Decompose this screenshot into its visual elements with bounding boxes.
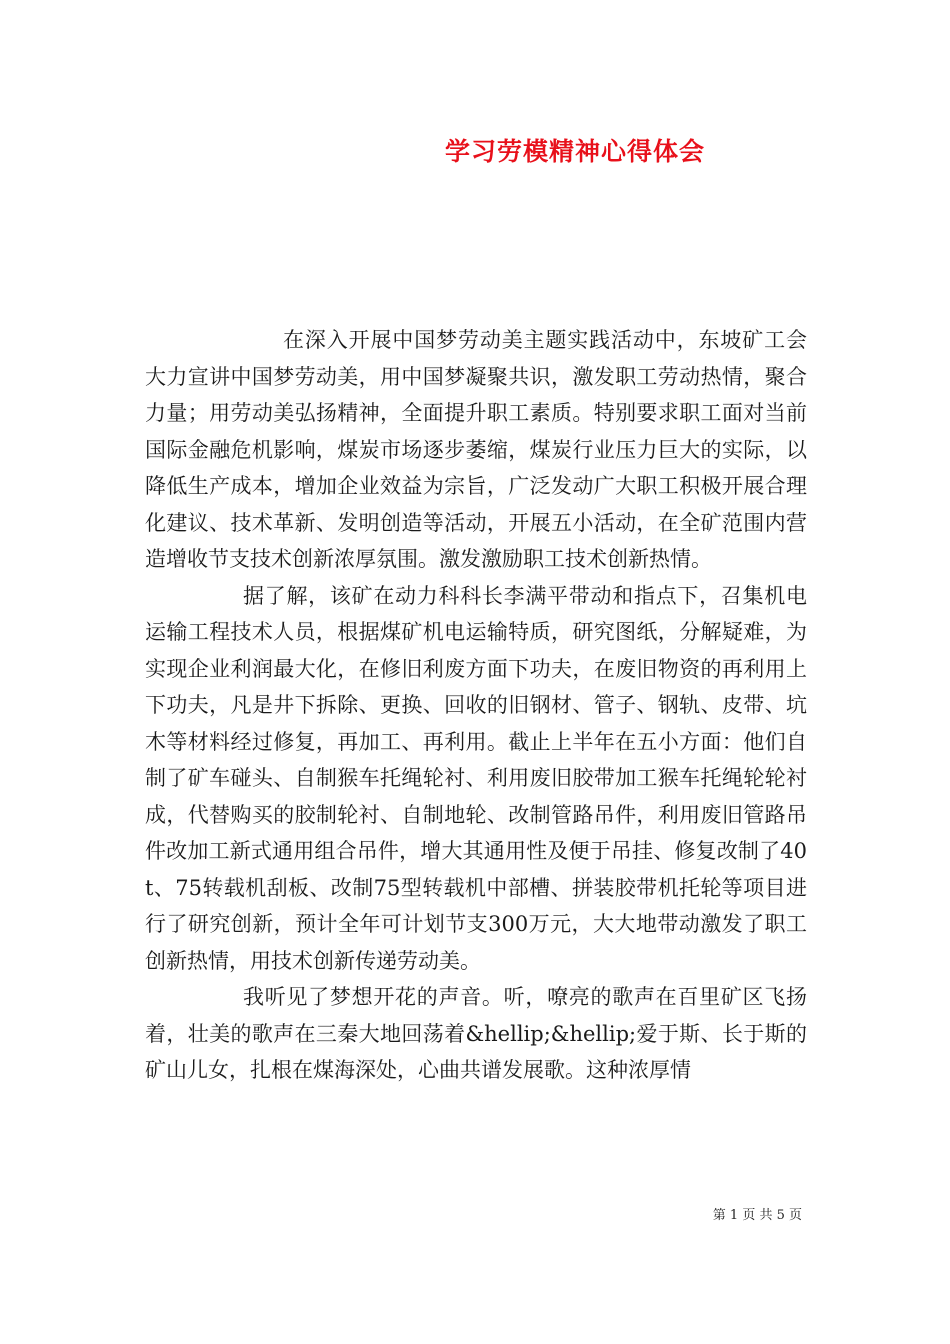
- paragraph-3: 我听见了梦想开花的声音。听，嘹亮的歌声在百里矿区飞扬着，壮美的歌声在三秦大地回荡着&hellip;&hellip;爱于斯、长于斯的矿山儿女，扎根在煤海深处，心曲共谱发展歌。这种浓厚情: [145, 985, 807, 1082]
- page-number: 第 1 页 共 5 页: [712, 1208, 802, 1223]
- document-body: [145, 322, 807, 1089]
- paragraph-2: 据了解，该矿在动力科科长李满平带动和指点下，召集机电运输工程技术人员，根据煤矿机电运输特质，研究图纸，分解疑难，为实现企业利润最大化，在修旧利废方面下功夫，在废旧物资的再利用上下功夫，凡是井下拆除、更换、回收的旧钢材、管子、钢轨、皮带、坑木等材料经过修复，再加工、再利用。截止上半年在五小方面：他们自制了矿车碰头、自制猴车托绳轮衬、利用废旧胶带加工猴车托绳轮轮衬成，代替购买的胶制轮衬、自制地轮、改制管路吊件，利用废旧管路吊件改加工新式通用组合吊件，增大其通用性及便于吊挂、修复改制了40t、75转载机刮板、改制75型转载机中部槽、拼装胶带机托轮等项目进行了研究创新，预计全年可计划节支300万元，大大地带动激发了职工创新热情，用技术创新传递劳动美。: [145, 583, 807, 973]
- paragraph-1: 在深入开展中国梦劳动美主题实践活动中，东坡矿工会大力宣讲中国梦劳动美，用中国梦凝聚共识，激发职工劳动热情，聚合力量；用劳动美弘扬精神，全面提升职工素质。特别要求职工面对当前国际金融危机影响，煤炭市场逐步萎缩，煤炭行业压力巨大的实际，以降低生产成本，增加企业效益为宗旨，广泛发动广大职工积极开展合理化建议、技术革新、发明创造等活动，开展五小活动，在全矿范围内营造增收节支技术创新浓厚氛围。激发激励职工技术创新热情。: [145, 328, 807, 571]
- document-title: 学习劳模精神心得体会: [444, 137, 705, 166]
